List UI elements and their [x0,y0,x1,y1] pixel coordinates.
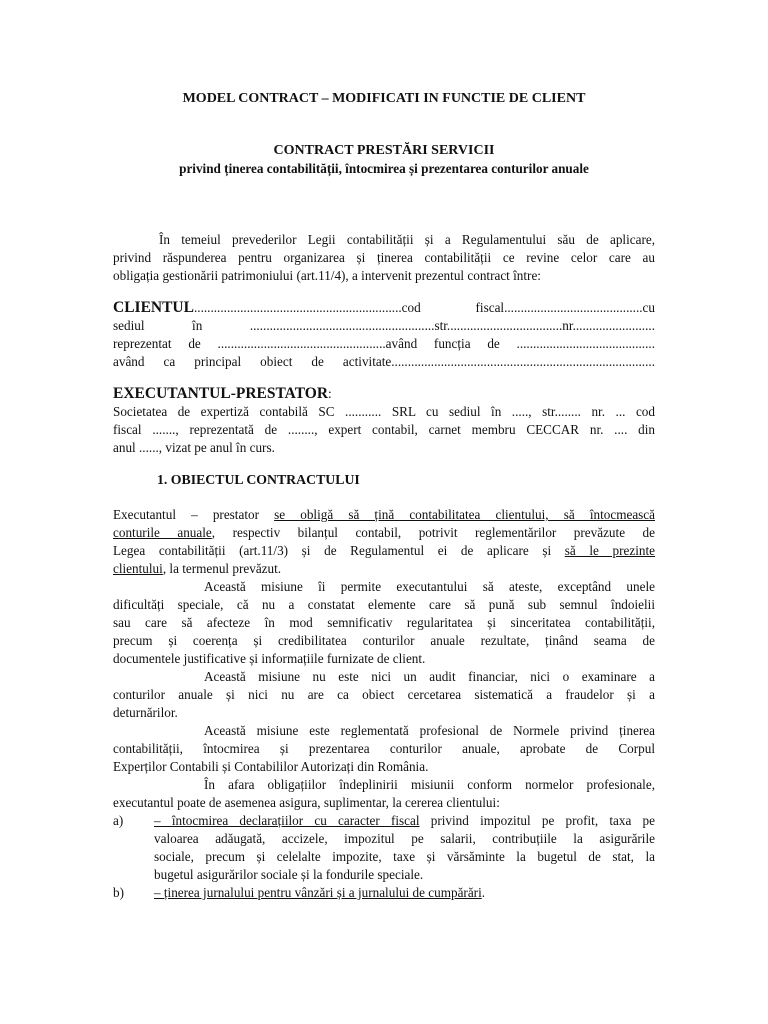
s1-p1-l3-text: Legea contabilității (art.11/3) și de Regulamentul ei de aplicare și [113,543,565,558]
s1-p1-line-3 [113,542,655,560]
s1-p4-line-2: contabilității, întocmirea și prezentarea conturilor anuale, aprobate de Corpul [113,741,655,756]
s1-p1-line-2 [113,524,655,542]
executant-line-3: anul ......, vizat pe anul în curs. [113,440,275,455]
list-a-line-3: sociale, precum și celelalte impozite, taxe și vărsăminte la bugetul de stat, la [154,849,655,864]
s1-p1-l4-text: , la termenul prevăzut. [162,561,282,576]
list-a-l1-text: privind impozitul pe profit, taxa pe [419,813,655,828]
list-b-label: b) [113,885,124,900]
contract-subtitle: privind ținerea contabilității, întocmirea și prezentarea conturilor anuale [179,161,589,176]
intro-line-1: În temeiul prevederilor Legii contabilității și a Regulamentului său de aplicare, [159,232,655,247]
s1-p1-l2-underlined: conturile anuale [113,525,212,540]
client-label: CLIENTUL [113,299,194,316]
list-b-l1-underlined: – ținerea jurnalului pentru vânzări și a jurnalului de cumpărări [154,885,482,900]
executant-label: EXECUTANTUL-PRESTATOR [113,385,329,402]
s1-p2-line-3: sau care să afecteze în mod semnificativ regularitatea și sinceritatea contabilității, [113,615,655,630]
s1-p1-l1-underlined: se obligă să țină contabilitatea clientului, să întocmească [274,507,656,522]
s1-p2-line-5: documentele justificative și informațiile furnizate de client. [113,651,426,666]
s1-p1-line-1 [113,506,655,524]
contract-title: CONTRACT PRESTĂRI SERVICII [273,143,495,158]
s1-p5-line-1: În afara obligațiilor îndeplinirii misiunii conform normelor profesionale, [204,777,655,792]
s1-p2-line-1: Această misiune îi permite executantului să ateste, exceptând unele [204,579,655,594]
list-b-l1-text: . [481,885,486,900]
list-a-line-4: bugetul asigurărilor sociale și la fondurile speciale. [154,867,424,882]
s1-p3-line-3: deturnărilor. [113,705,178,720]
s1-p1-l4-underlined: clientului [113,561,163,576]
executant-line-1: Societatea de expertiză contabilă SC ........... SRL cu sediul în ....., str........ nr. ... cod [113,404,655,419]
list-b-line-1 [154,884,485,902]
s1-p1-l1-text: Executantul – prestator [113,507,275,522]
s1-p3-line-2: conturilor anuale și nici nu are ca obiect cercetarea sistematică a fraudelor și a [113,687,655,702]
executant-colon: : [328,386,332,401]
s1-p3-line-1: Această misiune nu este nici un audit financiar, nici o examinare a [204,669,655,684]
list-a-line-1 [154,812,655,830]
s1-p5-line-2: executantul poate de asemenea asigura, suplimentar, la cererea clientului: [113,795,500,810]
s1-p4-line-1: Această misiune este reglementată profesional de Normele privind ținerea [204,723,655,738]
s1-p4-line-3: Experților Contabili și Contabililor Autorizați din România. [113,759,429,774]
s1-p1-l2-text: , respectiv bilanțul contabil, potrivit reglementărilor prevăzute de [211,525,655,540]
list-a-l1-underlined: – întocmirea declarațiilor cu caracter fiscal [154,813,420,828]
client-line-2: sediul în ........................................................str...................................nr......................... [113,318,655,333]
section-1-heading: 1. OBIECTUL CONTRACTULUI [157,472,360,487]
executant-heading [113,385,655,403]
client-line-3: reprezentat de ...................................................având funcția de .......................................... [113,336,655,351]
intro-line-2: privind răspunderea pentru organizarea și ținerea contabilității ce revine celor care au [113,250,655,265]
s1-p1-l3-underlined: să le prezinte [564,543,655,558]
model-title: MODEL CONTRACT – MODIFICATI IN FUNCTIE DE CLIENT [182,91,586,106]
client-line-1 [113,299,655,317]
executant-line-2: fiscal ......., reprezentată de ........, expert contabil, carnet membru CECCAR nr. .... din [113,422,655,437]
intro-line-3: obligația gestionării patrimoniului (art.11/4), a intervenit prezentul contract între: [113,268,541,283]
s1-p1-line-4 [113,560,655,578]
s1-p2-line-4: precum și coerența și credibilitatea conturilor anuale rezultate, ținând seama de [113,633,655,648]
list-a-label: a) [113,813,124,828]
list-a-line-2: valoarea adăugată, accizele, impozitul pe salarii, contribuțiile la asigurările [154,831,655,846]
s1-p2-line-2: dificultăți speciale, că nu a constatat elemente care să pună sub semnul îndoielii [113,597,655,612]
client-line-4: având ca principal obiect de activitate................................................................................ [113,354,655,369]
client-line-1-rest: ...............................................................cod fiscal..........................................cu [193,300,655,315]
